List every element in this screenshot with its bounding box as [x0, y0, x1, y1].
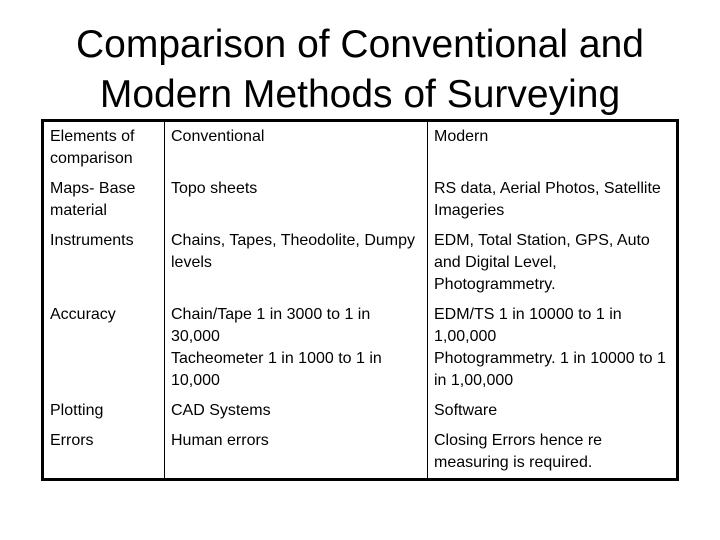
cell-line: EDM/TS 1 in 10000 to 1 in 1,00,000 [434, 306, 622, 345]
cell-line: CAD Systems [171, 402, 271, 419]
cell-line: Chains, Tapes, Theodolite, Dumpy levels [171, 232, 415, 271]
cell-line: RS data, Aerial Photos, Satellite Imageries [434, 180, 661, 219]
row-label-accuracy: Accuracy [43, 300, 165, 396]
row-label-instruments: Instruments [43, 226, 165, 300]
table-row [43, 300, 678, 396]
table-row [43, 426, 678, 480]
cell-modern [428, 426, 678, 480]
cell-modern [428, 174, 678, 226]
cell-line: Human errors [171, 432, 269, 449]
header-cell-modern [428, 121, 678, 175]
cell-conventional [165, 426, 428, 480]
cell-conventional [165, 396, 428, 426]
cell-line: Topo sheets [171, 180, 258, 197]
table-row [43, 396, 678, 426]
header-cell-elements: Elements of comparison [43, 121, 165, 175]
cell-modern [428, 396, 678, 426]
cell-line: Tacheometer 1 in 1000 to 1 in 10,000 [171, 350, 382, 389]
cell-line: EDM, Total Station, GPS, Auto and Digital Level, Photogrammetry. [434, 232, 650, 293]
slide-title [0, 20, 720, 120]
header-cell-conventional [165, 121, 428, 175]
slide-title-line-1: Comparison of Conventional and [75, 23, 644, 66]
cell-conventional [165, 300, 428, 396]
table-row [43, 226, 678, 300]
slide-title-line-2: Modern Methods of Surveying [99, 73, 621, 116]
row-label-maps: Maps- Base material [43, 174, 165, 226]
row-label-plotting: Plotting [43, 396, 165, 426]
cell-line: Chain/Tape 1 in 3000 to 1 in 30,000 [171, 306, 371, 345]
cell-modern [428, 226, 678, 300]
cell-modern [428, 300, 678, 396]
cell-line: Software [434, 402, 498, 419]
comparison-table [41, 119, 679, 481]
cell-line: Conventional [171, 128, 265, 145]
cell-conventional [165, 226, 428, 300]
table-row [43, 174, 678, 226]
cell-line: Modern [434, 128, 489, 145]
cell-line: Photogrammetry. 1 in 10000 to 1 in 1,00,000 [434, 350, 666, 389]
cell-conventional [165, 174, 428, 226]
cell-line: Closing Errors hence re measuring is required. [434, 432, 603, 471]
table-row-header [43, 121, 678, 175]
row-label-errors: Errors [43, 426, 165, 480]
